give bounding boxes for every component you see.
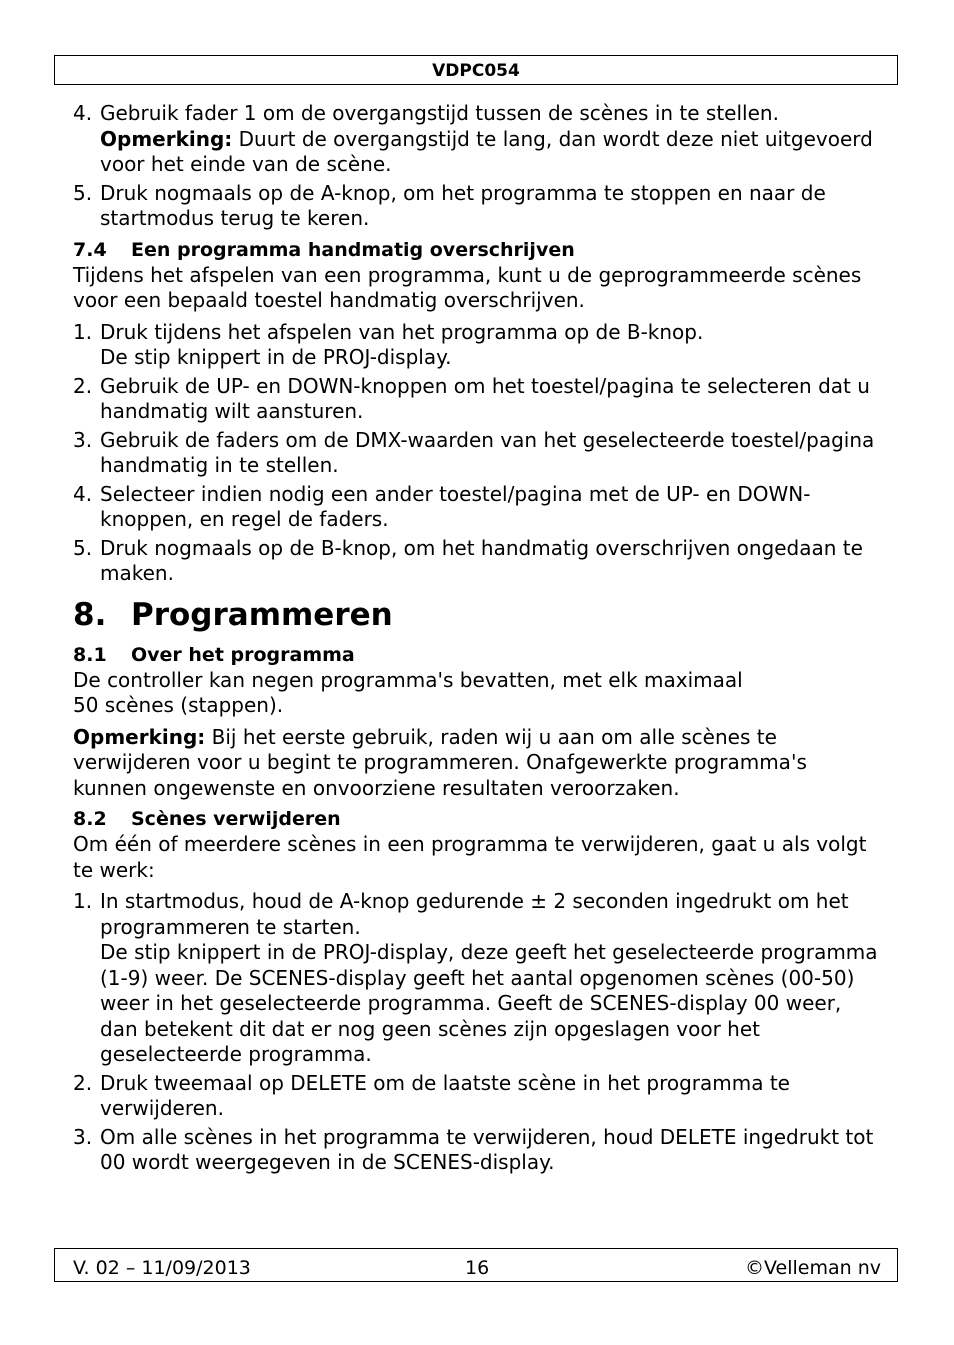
list-text: Druk tijdens het afspelen van het programma op de B-knop. <box>100 319 704 344</box>
section-title: Een programma handmatig overschrijven <box>131 238 575 261</box>
section-title: Over het programma <box>131 643 355 666</box>
list-number: 3. <box>73 427 93 452</box>
list-item <box>73 374 883 425</box>
section-text <box>73 668 883 719</box>
chapter-number: 8. <box>73 596 107 633</box>
steps-list-7-4 <box>73 320 883 587</box>
page-content <box>73 101 883 1176</box>
list-subtext: De stip knippert in de PROJ-display. <box>100 345 452 369</box>
section-intro: Tijdens het afspelen van een programma, kunt u de geprogrammeerde scènes voor een bepaald toestel handmatig overschrijven. <box>73 262 862 312</box>
top-list <box>73 101 883 232</box>
chapter-heading-8 <box>73 593 883 637</box>
list-text: Gebruik de faders om de DMX-waarden van het geselecteerde toestel/pagina handmatig in te stellen. <box>100 427 875 477</box>
note-label: Opmerking: <box>73 724 206 749</box>
list-item <box>73 1125 883 1176</box>
header-title: VDPC054 <box>432 61 520 81</box>
list-text: Druk nogmaals op de A-knop, om het programma te stoppen en naar de startmodus terug te keren. <box>100 180 826 230</box>
section-heading-8-1 <box>73 643 883 668</box>
footer-copyright: ©Velleman nv <box>745 1257 881 1279</box>
list-number: 5. <box>73 535 93 560</box>
note-label: Opmerking: <box>100 126 233 151</box>
page-footer <box>54 1248 898 1282</box>
footer-version: V. 02 – 11/09/2013 <box>73 1257 251 1279</box>
steps-list-8-2 <box>73 889 883 1176</box>
list-number: 1. <box>73 319 93 344</box>
list-item <box>73 889 883 1068</box>
list-subtext: De stip knippert in de PROJ-display, deze geeft het geselecteerde programma (1-9) weer. De SCENES-display geeft het aantal opgenomen scènes (00-50) weer in het geselecteerde programma. Geeft de SCENES-display 00 weer, dan betekent dit dat er nog geen scènes zijn opgeslagen voor het geselecteerde programma. <box>100 940 878 1066</box>
list-number: 5. <box>73 180 93 205</box>
section-number: 7.4 <box>73 238 107 261</box>
list-text: In startmodus, houd de A-knop gedurende ± 2 seconden ingedrukt om het programmeren te starten. <box>100 889 849 939</box>
section-title: Scènes verwijderen <box>131 808 341 830</box>
list-number: 3. <box>73 1124 93 1149</box>
section-line: De controller kan negen programma's bevatten, met elk maximaal <box>73 667 743 692</box>
list-item <box>73 320 883 371</box>
section-note <box>73 725 883 802</box>
section-heading-7-4 <box>73 238 883 263</box>
section-intro: Om één of meerdere scènes in een programma te verwijderen, gaat u als volgt te werk: <box>73 832 867 882</box>
list-item <box>73 482 883 533</box>
section-line: 50 scènes (stappen). <box>73 693 284 717</box>
list-number: 1. <box>73 889 93 913</box>
list-text: Druk nogmaals op de B-knop, om het handmatig overschrijven ongedaan te maken. <box>100 535 863 585</box>
list-number: 2. <box>73 373 93 398</box>
list-text: Gebruik de UP- en DOWN-knoppen om het toestel/pagina te selecteren dat u handmatig wilt aansturen. <box>100 373 870 423</box>
list-item <box>73 181 883 232</box>
list-text: Selecteer indien nodig een ander toestel/pagina met de UP- en DOWN-knoppen, en regel de faders. <box>100 481 811 531</box>
list-number: 4. <box>73 101 93 125</box>
footer-page-number: 16 <box>465 1257 490 1279</box>
list-text: Gebruik fader 1 om de overgangstijd tussen de scènes in te stellen. <box>100 101 779 125</box>
section-heading-8-2 <box>73 807 883 832</box>
list-item <box>73 101 883 178</box>
list-item <box>73 536 883 587</box>
list-text: Om alle scènes in het programma te verwijderen, houd DELETE ingedrukt tot 00 wordt weergegeven in de SCENES-display. <box>100 1124 874 1174</box>
list-number: 4. <box>73 481 93 506</box>
page-header <box>54 55 898 85</box>
list-text: Druk tweemaal op DELETE om de laatste scène in het programma te verwijderen. <box>100 1070 790 1120</box>
note-text: Bij het eerste gebruik, raden wij u aan om alle scènes te verwijderen voor u begint te programmeren. Onafgewerkte programma's kunnen ongewenste en onvoorziene resultaten veroorzaken. <box>73 724 807 800</box>
chapter-title: Programmeren <box>131 596 393 633</box>
list-item <box>73 428 883 479</box>
section-number: 8.1 <box>73 643 107 666</box>
list-item <box>73 1071 883 1122</box>
section-number: 8.2 <box>73 808 107 830</box>
note-text: Duurt de overgangstijd te lang, dan wordt deze niet uitgevoerd voor het einde van de scène. <box>100 126 873 176</box>
list-number: 2. <box>73 1070 93 1095</box>
